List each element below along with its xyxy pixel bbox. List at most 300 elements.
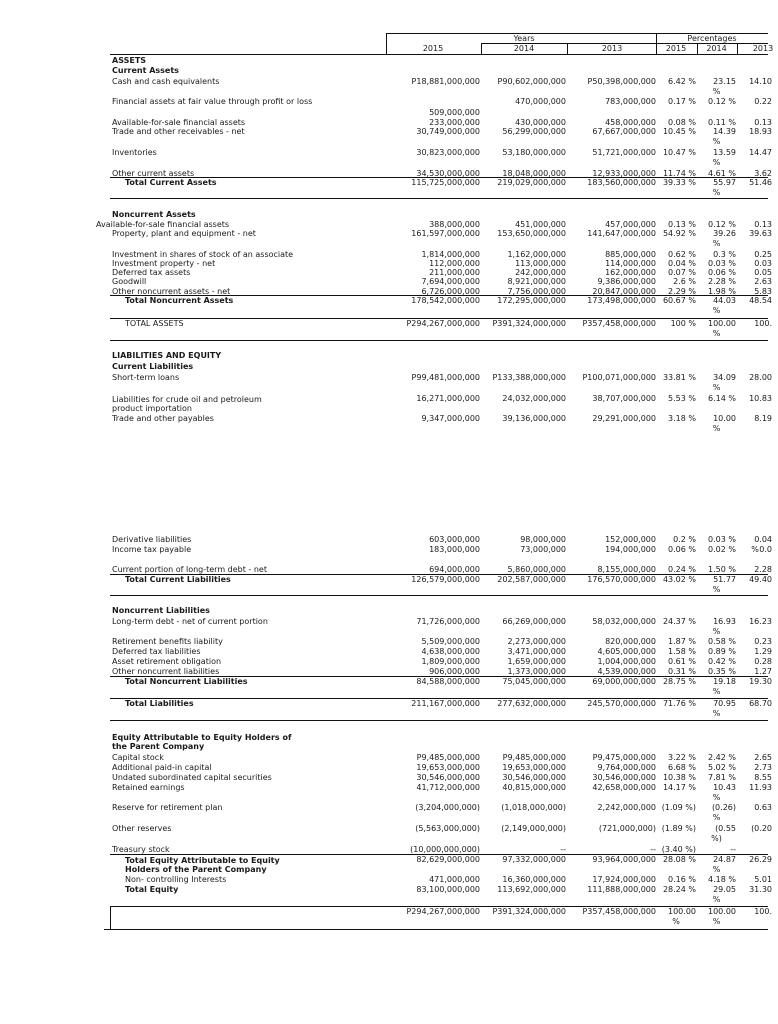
row-label: Noncurrent Liabilities xyxy=(112,606,210,615)
cell-amount-2013: -- xyxy=(650,845,656,854)
cell-pct-2014: 0.3 % xyxy=(713,250,736,259)
cell-amount-2014: 430,000,000 xyxy=(515,118,566,127)
row-label: Total Current Assets xyxy=(125,178,217,187)
cell-amount-2013: 183,560,000,000 xyxy=(587,178,656,187)
pct-unit-suffix: %) xyxy=(711,834,722,843)
pct-unit-suffix: % xyxy=(712,865,721,874)
cell-amount-2014: 202,587,000,000 xyxy=(497,575,566,584)
row-label: Total Current Liabilities xyxy=(125,575,231,584)
cell-amount-2015: 509,000,000 xyxy=(429,108,480,117)
cell-amount-2013: 4,605,000,000 xyxy=(597,647,656,656)
cell-amount-2013: 67,667,000,000 xyxy=(592,127,656,136)
row-label: Additional paid-in capital xyxy=(112,763,212,772)
cell-amount-2013: 58,032,000,000 xyxy=(592,617,656,626)
cell-pct-2013: (0.20 xyxy=(751,824,772,833)
cell-pct-2015: 6.42 % xyxy=(668,77,696,86)
cell-pct-2013: 2.63 xyxy=(754,277,772,286)
header-mid-rule xyxy=(482,43,768,44)
row-label: Deferred tax assets xyxy=(112,268,191,277)
cell-pct-2015: 24.37 % xyxy=(662,617,696,626)
cell-pct-2014: 10.43 xyxy=(713,783,736,792)
row-label: Retained earnings xyxy=(112,783,185,792)
cell-amount-2013: 176,570,000,000 xyxy=(587,575,656,584)
cell-pct-2013: 14.47 xyxy=(749,148,772,157)
cell-amount-2013: 141,647,000,000 xyxy=(587,229,656,238)
cell-pct-2014: 5.02 % xyxy=(708,763,736,772)
cell-pct-2014: 0.35 % xyxy=(708,667,736,676)
cell-amount-2015: 211,000,000 xyxy=(429,268,480,277)
cell-pct-2015: 0.16 % xyxy=(668,875,696,884)
cell-pct-2015: 10.47 % xyxy=(662,148,696,157)
cell-amount-2014: 30,546,000,000 xyxy=(502,773,566,782)
cell-amount-2014: 5,860,000,000 xyxy=(507,565,566,574)
cell-pct-2014: 44.03 xyxy=(713,296,736,305)
row-label: Capital stock xyxy=(112,753,164,762)
cell-pct-2014: 0.42 % xyxy=(708,657,736,666)
cell-amount-2014: 451,000,000 xyxy=(515,220,566,229)
cell-amount-2015: 1,809,000,000 xyxy=(421,657,480,666)
cell-pct-2013: 5.01 xyxy=(754,875,772,884)
row-label: Reserve for retirement plan xyxy=(112,803,223,812)
pct-unit-suffix: % xyxy=(751,545,759,554)
cell-amount-2015: 19,653,000,000 xyxy=(416,763,480,772)
cell-amount-2015: 603,000,000 xyxy=(429,535,480,544)
cell-amount-2015: 388,000,000 xyxy=(429,220,480,229)
percentages-header: Percentages xyxy=(687,34,737,43)
cell-amount-2015: 906,000,000 xyxy=(429,667,480,676)
cell-amount-2014: 8,921,000,000 xyxy=(507,277,566,286)
cell-amount-2015: 161,597,000,000 xyxy=(411,229,480,238)
cell-amount-2013: 42,658,000,000 xyxy=(592,783,656,792)
cell-pct-2015: 2.6 % xyxy=(673,277,696,286)
cell-amount-2014: -- xyxy=(560,845,566,854)
cell-pct-2013: 19.30 xyxy=(749,677,772,686)
cell-pct-2015: 0.13 % xyxy=(668,220,696,229)
cell-pct-2014: 39.26 xyxy=(713,229,736,238)
cell-amount-2013: 1,004,000,000 xyxy=(597,657,656,666)
rule-section-1-end xyxy=(110,198,768,199)
cell-pct-2014: -- xyxy=(730,845,736,854)
cell-pct-2014: 51.77 xyxy=(713,575,736,584)
cell-pct-2014: 19.18 xyxy=(713,677,736,686)
row-label: Available-for-sale financial assets xyxy=(112,118,246,127)
cell-pct-2014: 0.58 % xyxy=(708,637,736,646)
cell-pct-2015: 0.04 % xyxy=(668,259,696,268)
cell-pct-2013: 51.46 xyxy=(749,178,772,187)
cell-pct-2015: 2.29 % xyxy=(668,287,696,296)
cell-amount-2014: 53,180,000,000 xyxy=(502,148,566,157)
cell-amount-2014: 75,045,000,000 xyxy=(502,677,566,686)
cell-pct-2013: 8.19 xyxy=(754,414,772,423)
row-label: Goodwill xyxy=(112,277,147,286)
cell-amount-2015: (5,563,000,000) xyxy=(415,824,480,833)
cell-pct-2013: 26.29 xyxy=(749,855,772,864)
cell-pct-2014: 0.02 % xyxy=(708,545,736,554)
cell-amount-2015: 16,271,000,000 xyxy=(416,394,480,403)
row-label: Property, plant and equipment - net xyxy=(112,229,256,238)
cell-pct-2015: 3.22 % xyxy=(668,753,696,762)
cell-amount-2013: 111,888,000,000 xyxy=(587,885,656,894)
row-label: Current portion of long-term debt - net xyxy=(112,565,267,574)
row-label: Investment property - net xyxy=(112,259,216,268)
cell-amount-2013: 162,000,000 xyxy=(605,268,656,277)
cell-amount-2014: P391,324,000,000 xyxy=(492,319,566,328)
cell-amount-2014: P90,602,000,000 xyxy=(497,77,566,86)
cell-amount-2014: 1,659,000,000 xyxy=(507,657,566,666)
pct-unit-suffix: % xyxy=(712,87,721,96)
row-label: Other noncurrent assets - net xyxy=(112,287,231,296)
cell-amount-2015: 30,546,000,000 xyxy=(416,773,480,782)
cell-pct-2015: 54.92 % xyxy=(662,229,696,238)
cell-pct-2014: 6.14 % xyxy=(708,394,736,403)
cell-amount-2014: 113,692,000,000 xyxy=(497,885,566,894)
cell-pct-2013: 0.28 xyxy=(754,657,772,666)
cell-pct-2013: 28.00 xyxy=(749,373,772,382)
cell-amount-2015: 30,823,000,000 xyxy=(416,148,480,157)
cell-amount-2014: 3,471,000,000 xyxy=(507,647,566,656)
row-label: Current Liabilities xyxy=(112,362,194,371)
cell-pct-2014: 0.12 % xyxy=(708,97,736,106)
cell-amount-2015: 34,530,000,000 xyxy=(416,169,480,178)
cell-amount-2015: 7,694,000,000 xyxy=(421,277,480,286)
row-label: Deferred tax liabilities xyxy=(112,647,201,656)
pct-col-2014: 2014 xyxy=(706,44,727,53)
row-label: Treasury stock xyxy=(112,845,170,854)
cell-amount-2013: 38,707,000,000 xyxy=(592,394,656,403)
cell-pct-2013: 68.70 xyxy=(749,699,772,708)
cell-amount-2015: 126,579,000,000 xyxy=(411,575,480,584)
pct-unit-suffix: % xyxy=(712,627,721,636)
row-label: Income tax payable xyxy=(112,545,192,554)
cell-amount-2014: 153,650,000,000 xyxy=(497,229,566,238)
cell-pct-2015: 10.45 % xyxy=(662,127,696,136)
cell-pct-2014: 0.03 % xyxy=(708,535,736,544)
cell-amount-2015: 6,726,000,000 xyxy=(421,287,480,296)
cell-pct-2014: 4.18 % xyxy=(708,875,736,884)
row-label: Current Assets xyxy=(112,66,179,75)
cell-amount-2014: (1,018,000,000) xyxy=(501,803,566,812)
row-label: Short-term loans xyxy=(112,373,180,382)
cell-pct-2014: 4.61 % xyxy=(708,169,736,178)
cell-pct-2013: 100. xyxy=(754,319,772,328)
cell-amount-2013: 2,242,000,000 xyxy=(597,803,656,812)
cell-pct-2013: 18.93 xyxy=(749,127,772,136)
cell-amount-2014: P9,485,000,000 xyxy=(502,753,566,762)
pct-unit-suffix: % xyxy=(712,188,721,197)
cell-pct-2014: 23.15 xyxy=(713,77,736,86)
cell-amount-2013: 8,155,000,000 xyxy=(597,565,656,574)
cell-pct-2015: 1.58 % xyxy=(668,647,696,656)
cell-amount-2015: 1,814,000,000 xyxy=(421,250,480,259)
cell-pct-2015: 0.06 % xyxy=(668,545,696,554)
cell-pct-2015: 71.76 % xyxy=(662,699,696,708)
cell-pct-2015: 100.00 xyxy=(668,907,696,916)
cell-amount-2015: 5,509,000,000 xyxy=(421,637,480,646)
cell-amount-2015: 471,000,000 xyxy=(429,875,480,884)
cell-pct-2013: 2.65 xyxy=(754,753,772,762)
cell-amount-2015: P18,881,000,000 xyxy=(411,77,480,86)
cell-pct-2014: 0.89 % xyxy=(708,647,736,656)
cell-amount-2013: 17,924,000,000 xyxy=(592,875,656,884)
pct-unit-suffix: % xyxy=(712,793,721,802)
cell-amount-2014: 73,000,000 xyxy=(520,545,566,554)
cell-pct-2013: 0.0 xyxy=(759,545,772,554)
cell-pct-2014: 0.12 % xyxy=(708,220,736,229)
cell-amount-2014: 40,815,000,000 xyxy=(502,783,566,792)
row-label: Derivative liabilities xyxy=(112,535,192,544)
cell-amount-2014: 18,048,000,000 xyxy=(502,169,566,178)
row-label: Trade and other receivables - net xyxy=(112,127,245,136)
row-label: Trade and other payables xyxy=(112,414,214,423)
row-label: Available-for-sale financial assets xyxy=(96,220,230,229)
cell-pct-2014: 14.39 xyxy=(713,127,736,136)
pct-unit-suffix: % xyxy=(712,895,721,904)
pct-unit-suffix: % xyxy=(712,687,721,696)
cell-pct-2014: 0.06 % xyxy=(708,268,736,277)
cell-pct-2014: 34.09 xyxy=(713,373,736,382)
cell-amount-2014: 1,373,000,000 xyxy=(507,667,566,676)
cell-pct-2013: 0.23 xyxy=(754,637,772,646)
cell-amount-2014: 24,032,000,000 xyxy=(502,394,566,403)
row-label: ASSETS xyxy=(112,56,147,65)
row-label: Asset retirement obligation xyxy=(112,657,222,666)
cell-amount-2015: 82,629,000,000 xyxy=(416,855,480,864)
cell-pct-2013: 0.03 xyxy=(754,259,772,268)
cell-pct-2015: 0.08 % xyxy=(668,118,696,127)
header-top-rule xyxy=(386,33,768,34)
cell-amount-2013: 51,721,000,000 xyxy=(592,148,656,157)
cell-pct-2013: 11.93 xyxy=(749,783,772,792)
row-label: TOTAL ASSETS xyxy=(125,319,184,328)
cell-amount-2014: 16,360,000,000 xyxy=(502,875,566,884)
pct-unit-suffix: % xyxy=(672,917,680,926)
cell-amount-2015: (3,204,000,000) xyxy=(415,803,480,812)
pct-unit-suffix: % xyxy=(712,158,721,167)
cell-amount-2013: P50,398,000,000 xyxy=(587,77,656,86)
cell-pct-2013: 0.05 xyxy=(754,268,772,277)
cell-amount-2015: 233,000,000 xyxy=(429,118,480,127)
cell-amount-2015: P9,485,000,000 xyxy=(416,753,480,762)
cell-amount-2013: 783,000,000 xyxy=(605,97,656,106)
cell-amount-2014: 172,295,000,000 xyxy=(497,296,566,305)
cell-amount-2013: 173,498,000,000 xyxy=(587,296,656,305)
cell-pct-2013: 49.40 xyxy=(749,575,772,584)
cell-pct-2014: (0.55 xyxy=(715,824,736,833)
cell-amount-2013: (721,000,000) xyxy=(598,824,656,833)
cell-amount-2013: P100,071,000,000 xyxy=(582,373,656,382)
cell-pct-2014: 2.28 % xyxy=(708,277,736,286)
row-label: Total Equity xyxy=(125,885,179,894)
cell-amount-2015: 183,000,000 xyxy=(429,545,480,554)
cell-amount-2013: 245,570,000,000 xyxy=(587,699,656,708)
pct-col-2015: 2015 xyxy=(665,44,687,53)
cell-amount-2014: 2,273,000,000 xyxy=(507,637,566,646)
rule-total-assets-bottom xyxy=(110,340,768,341)
cell-pct-2015: 10.38 % xyxy=(662,773,696,782)
cell-pct-2013: 39.63 xyxy=(749,229,772,238)
row-label: Other noncurrent liabilities xyxy=(112,667,220,676)
cell-amount-2015: 83,100,000,000 xyxy=(416,885,480,894)
cell-pct-2014: (0.26) xyxy=(711,803,736,812)
cell-amount-2014: P133,388,000,000 xyxy=(492,373,566,382)
pct-unit-suffix: % xyxy=(712,917,721,926)
cell-pct-2015: (3.40 %) xyxy=(661,845,696,854)
pct-unit-suffix: % xyxy=(712,585,721,594)
cell-pct-2013: 0.22 xyxy=(754,97,772,106)
cell-amount-2013: 194,000,000 xyxy=(605,545,656,554)
cell-pct-2014: 1.50 % xyxy=(708,565,736,574)
pct-unit-suffix: % xyxy=(712,137,721,146)
header-sep-6 xyxy=(737,43,738,54)
cell-amount-2013: 457,000,000 xyxy=(605,220,656,229)
cell-amount-2015: P294,267,000,000 xyxy=(406,319,480,328)
cell-amount-2013: 69,000,000,000 xyxy=(592,677,656,686)
cell-amount-2014: 1,162,000,000 xyxy=(507,250,566,259)
cell-pct-2014: 29.05 xyxy=(713,885,736,894)
pct-col-2013: 2013 xyxy=(752,44,774,53)
cell-amount-2015: P294,267,000,000 xyxy=(406,907,480,916)
cell-pct-2013: 10.83 xyxy=(749,394,772,403)
cell-amount-2013: 114,000,000 xyxy=(605,259,656,268)
cell-pct-2013: 0.04 xyxy=(754,535,772,544)
pct-unit-suffix: % xyxy=(712,239,721,248)
year-col-2013: 2013 xyxy=(601,44,623,53)
cell-pct-2014: 55.97 xyxy=(713,178,736,187)
cell-amount-2014: 113,000,000 xyxy=(515,259,566,268)
cell-amount-2013: P357,458,000,000 xyxy=(582,907,656,916)
row-label: Cash and cash equivalents xyxy=(112,77,220,86)
cell-amount-2015: 41,712,000,000 xyxy=(416,783,480,792)
cell-pct-2015: 0.2 % xyxy=(673,535,696,544)
cell-amount-2014: 277,632,000,000 xyxy=(497,699,566,708)
cell-amount-2013: P357,458,000,000 xyxy=(582,319,656,328)
cell-pct-2013: 48.54 xyxy=(749,296,772,305)
cell-amount-2015: 211,167,000,000 xyxy=(411,699,480,708)
row-label: Equity Attributable to Equity Holders of the Parent Company xyxy=(112,733,292,751)
cell-amount-2013: 20,847,000,000 xyxy=(592,287,656,296)
cell-pct-2015: 6.68 % xyxy=(668,763,696,772)
cell-pct-2015: 0.07 % xyxy=(668,268,696,277)
rule-section-liab-end xyxy=(110,595,768,596)
cell-amount-2015: 84,588,000,000 xyxy=(416,677,480,686)
row-label: Total Noncurrent Assets xyxy=(125,296,234,305)
cell-amount-2013: 9,386,000,000 xyxy=(597,277,656,286)
cell-pct-2014: 16.93 xyxy=(713,617,736,626)
pct-unit-suffix: % xyxy=(712,306,721,315)
row-label: Total Liabilities xyxy=(125,699,194,708)
cell-amount-2014: (2,149,000,000) xyxy=(501,824,566,833)
cell-pct-2015: 0.61 % xyxy=(668,657,696,666)
header-sep-1 xyxy=(386,33,387,54)
year-col-2015: 2015 xyxy=(422,44,444,53)
row-label: Undated subordinated capital securities xyxy=(112,773,272,782)
header-sep-2 xyxy=(481,43,482,54)
cell-pct-2014: 0.03 % xyxy=(708,259,736,268)
pct-unit-suffix: % xyxy=(712,813,721,822)
cell-amount-2013: 885,000,000 xyxy=(605,250,656,259)
rule-total-liabilities-bottom xyxy=(110,720,768,721)
cell-pct-2013: 0.13 xyxy=(754,118,772,127)
cell-pct-2014: 0.11 % xyxy=(708,118,736,127)
header-sep-3 xyxy=(567,43,568,54)
cell-amount-2015: 178,542,000,000 xyxy=(411,296,480,305)
cell-pct-2015: 28.08 % xyxy=(662,855,696,864)
cell-pct-2013: 1.29 xyxy=(754,647,772,656)
cell-amount-2014: 7,756,000,000 xyxy=(507,287,566,296)
cell-pct-2014: 70.95 xyxy=(713,699,736,708)
cell-pct-2013: 3.62 xyxy=(754,169,772,178)
pct-unit-suffix: % xyxy=(712,709,721,718)
pct-unit-suffix: % xyxy=(712,383,721,392)
cell-pct-2014: 1.98 % xyxy=(708,287,736,296)
cell-pct-2013: 5.83 xyxy=(754,287,772,296)
cell-amount-2013: 9,764,000,000 xyxy=(597,763,656,772)
cell-pct-2015: 0.62 % xyxy=(668,250,696,259)
cell-pct-2015: 5.53 % xyxy=(668,394,696,403)
cell-amount-2014: 56,299,000,000 xyxy=(502,127,566,136)
cell-pct-2013: 2.73 xyxy=(754,763,772,772)
cell-pct-2014: 24.87 xyxy=(713,855,736,864)
row-label: LIABILITIES AND EQUITY xyxy=(112,351,222,360)
cell-pct-2015: 28.75 % xyxy=(662,677,696,686)
cell-amount-2015: P99,481,000,000 xyxy=(411,373,480,382)
cell-amount-2013: 820,000,000 xyxy=(605,637,656,646)
cell-pct-2015: 0.31 % xyxy=(668,667,696,676)
cell-pct-2013: 8.55 xyxy=(754,773,772,782)
cell-amount-2014: P391,324,000,000 xyxy=(492,907,566,916)
cell-pct-2015: 39.33 % xyxy=(662,178,696,187)
cell-pct-2014: 100.00 xyxy=(708,319,736,328)
years-header: Years xyxy=(513,34,535,43)
year-col-2014: 2014 xyxy=(513,44,535,53)
cell-pct-2015: 33.81 % xyxy=(662,373,696,382)
row-label: Liabilities for crude oil and petroleum product importation xyxy=(112,395,262,413)
row-label: Long-term debt - net of current portion xyxy=(112,617,268,626)
cell-pct-2013: 16.23 xyxy=(749,617,772,626)
cell-pct-2015: 0.24 % xyxy=(668,565,696,574)
cell-amount-2015: (10,000,000,000) xyxy=(410,845,480,854)
cell-pct-2014: 7.81 % xyxy=(708,773,736,782)
cell-amount-2014: 98,000,000 xyxy=(520,535,566,544)
cell-pct-2015: 3.18 % xyxy=(668,414,696,423)
cell-amount-2014: 66,269,000,000 xyxy=(502,617,566,626)
cell-amount-2014: 19,653,000,000 xyxy=(502,763,566,772)
pct-unit-suffix: % xyxy=(712,424,721,433)
header-sep-5 xyxy=(697,43,698,54)
pct-unit-suffix: % xyxy=(712,329,721,338)
cell-pct-2015: 43.02 % xyxy=(662,575,696,584)
header-sep-4 xyxy=(656,33,657,54)
cell-amount-2013: 30,546,000,000 xyxy=(592,773,656,782)
cell-pct-2013: 31.30 xyxy=(749,885,772,894)
cell-amount-2015: 71,726,000,000 xyxy=(416,617,480,626)
cell-pct-2013: 2.28 xyxy=(754,565,772,574)
row-label: Retirement benefits liability xyxy=(112,637,223,646)
cell-amount-2013: 29,291,000,000 xyxy=(592,414,656,423)
cell-pct-2013: 14.10 xyxy=(749,77,772,86)
cell-amount-2014: 242,000,000 xyxy=(515,268,566,277)
cell-amount-2013: 458,000,000 xyxy=(605,118,656,127)
cell-pct-2013: 0.25 xyxy=(754,250,772,259)
row-label: Total Equity Attributable to Equity Holders of the Parent Company xyxy=(125,856,280,874)
cell-pct-2013: 0.13 xyxy=(754,220,772,229)
row-label: Financial assets at fair value through profit or loss xyxy=(112,97,313,106)
cell-pct-2015: 1.87 % xyxy=(668,637,696,646)
cell-amount-2014: 219,029,000,000 xyxy=(497,178,566,187)
cell-pct-2015: 100 % xyxy=(670,319,696,328)
cell-amount-2015: 30,749,000,000 xyxy=(416,127,480,136)
row-label: Other reserves xyxy=(112,824,172,833)
